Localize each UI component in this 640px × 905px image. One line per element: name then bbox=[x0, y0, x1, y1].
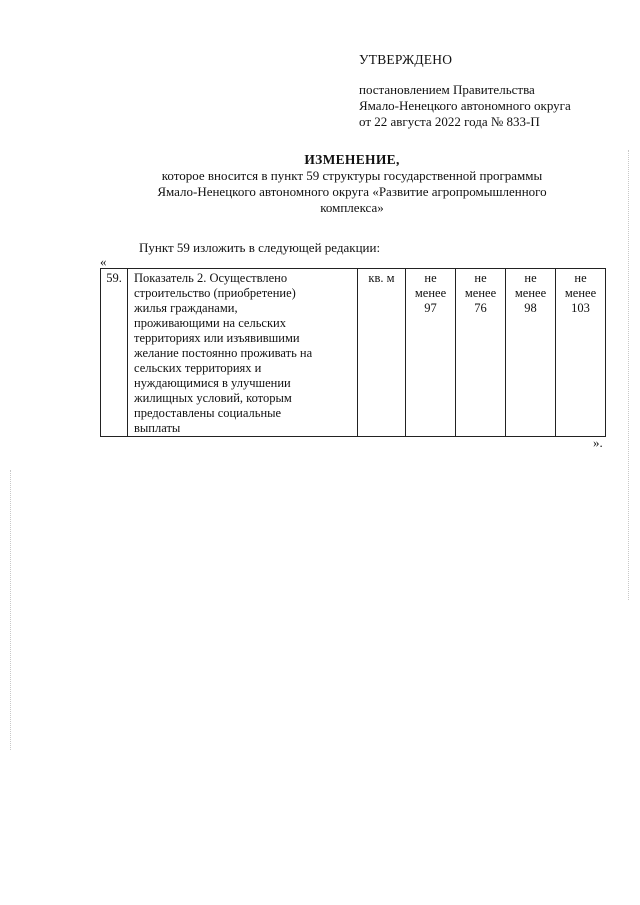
description-line: сельских территориях и bbox=[134, 361, 262, 375]
value-prefix: менее bbox=[414, 286, 447, 300]
value-number: 76 bbox=[474, 301, 487, 315]
approval-line: постановлением Правительства bbox=[359, 82, 535, 97]
value-prefix: не bbox=[574, 271, 587, 285]
document-title: ИЗМЕНЕНИЕ, bbox=[304, 152, 400, 167]
value-cell-2 bbox=[456, 269, 506, 437]
value-prefix: не bbox=[424, 271, 437, 285]
scan-artifact-left bbox=[10, 470, 12, 750]
description-line: предоставлены социальные bbox=[134, 406, 282, 420]
document-title-block bbox=[100, 152, 604, 216]
description-line: строительство (приобретение) bbox=[134, 286, 296, 300]
row-description bbox=[128, 269, 358, 437]
approval-line: от 22 августа 2022 года № 833-П bbox=[359, 114, 540, 129]
scan-artifact-right bbox=[628, 150, 630, 600]
description-line: жилья гражданами, bbox=[134, 301, 238, 315]
value-number: 103 bbox=[571, 301, 590, 315]
description-line: территориях или изъявившими bbox=[134, 331, 300, 345]
description-line: нуждающимися в улучшении bbox=[134, 376, 291, 390]
value-prefix: менее bbox=[514, 286, 547, 300]
opening-quote: « bbox=[100, 254, 107, 269]
value-cell-1 bbox=[406, 269, 456, 437]
value-number: 98 bbox=[524, 301, 537, 315]
description-line: желание постоянно проживать на bbox=[134, 346, 313, 360]
description-line: проживающими на сельских bbox=[134, 316, 286, 330]
title-line: комплекса» bbox=[320, 200, 384, 215]
title-line: Ямало-Ненецкого автономного округа «Развитие агропромышленного bbox=[157, 184, 547, 199]
description-line: жилищных условий, которым bbox=[134, 391, 292, 405]
approval-heading: УТВЕРЖДЕНО bbox=[359, 52, 453, 67]
unit-cell: кв. м bbox=[358, 269, 406, 437]
value-cell-4 bbox=[556, 269, 606, 437]
value-cell-3 bbox=[506, 269, 556, 437]
approval-stamp bbox=[359, 52, 571, 130]
value-prefix: не bbox=[524, 271, 537, 285]
indicator-table bbox=[100, 268, 606, 437]
value-prefix: менее bbox=[564, 286, 597, 300]
instruction-text: Пункт 59 изложить в следующей редакции: bbox=[139, 240, 381, 255]
closing-quote: ». bbox=[593, 435, 603, 450]
value-prefix: не bbox=[474, 271, 487, 285]
value-prefix: менее bbox=[464, 286, 497, 300]
title-line: которое вносится в пункт 59 структуры государственной программы bbox=[161, 168, 543, 183]
description-line: Показатель 2. Осуществлено bbox=[134, 271, 288, 285]
table-row bbox=[101, 269, 606, 437]
approval-line: Ямало-Ненецкого автономного округа bbox=[359, 98, 571, 113]
value-number: 97 bbox=[424, 301, 437, 315]
row-number: 59. bbox=[101, 269, 128, 437]
description-line: выплаты bbox=[134, 421, 181, 435]
